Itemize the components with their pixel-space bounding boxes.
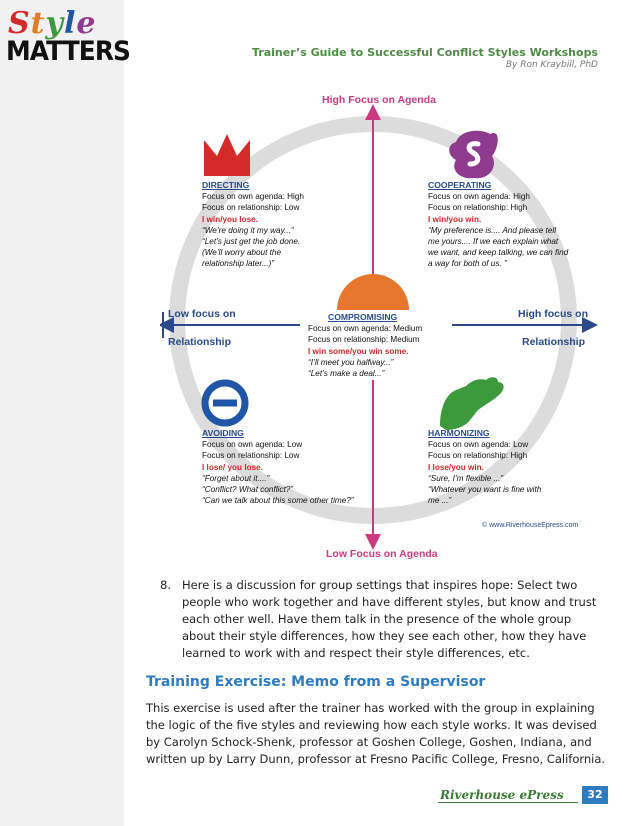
logo-matters-word: MATTERS bbox=[6, 36, 131, 67]
cooperating-agenda: Focus on own agenda: High bbox=[428, 192, 530, 202]
half-sun-icon bbox=[337, 274, 409, 310]
avoiding-relationship: Focus on relationship: Low bbox=[202, 451, 300, 461]
header-author: By Ron Kraybill, PhD bbox=[505, 60, 598, 70]
avoiding-box bbox=[202, 428, 354, 506]
right-axis-label-line2: Relationship bbox=[522, 336, 586, 348]
compromising-outcome: I win some/you win some. bbox=[308, 346, 409, 356]
avoiding-quote: “Forget about it....” bbox=[202, 473, 270, 483]
compromising-quote: “I’ll meet you halfway...” bbox=[308, 357, 394, 367]
directing-quote: “Let’s just get the job done. bbox=[202, 237, 301, 247]
cooperating-box bbox=[428, 180, 568, 270]
compromising-title: COMPROMISING bbox=[328, 312, 398, 322]
right-axis-label-line1: High focus on bbox=[518, 308, 588, 320]
harmonizing-quote: me ...” bbox=[428, 496, 452, 506]
compromising-box bbox=[308, 312, 422, 379]
directing-quote: “We’re doing it my way...” bbox=[202, 225, 294, 235]
cooperating-quote: “My preference is.... And please tell bbox=[428, 225, 557, 235]
page-number: 32 bbox=[582, 786, 608, 804]
harmonizing-quote: “Sure, I’m flexible ...” bbox=[428, 473, 504, 483]
directing-title: DIRECTING bbox=[202, 180, 250, 190]
harmonizing-quote: “Whatever you want is fine with bbox=[428, 485, 542, 495]
header-title: Trainer’s Guide to Successful Conflict Styles Workshops bbox=[251, 46, 598, 59]
directing-relationship: Focus on relationship: Low bbox=[202, 203, 300, 213]
cooperating-outcome: I win/you win. bbox=[428, 214, 482, 224]
directing-quote: (We’ll worry about the bbox=[202, 248, 282, 258]
diagram-copyright: © www.RiverhouseEpress.com bbox=[482, 522, 579, 529]
logo-style-word: Style bbox=[8, 6, 97, 41]
numbered-item-8 bbox=[160, 577, 600, 662]
hand-icon bbox=[440, 377, 504, 430]
footer-underline bbox=[438, 802, 578, 803]
harmonizing-outcome: I lose/you win. bbox=[428, 462, 484, 472]
section-heading: Training Exercise: Memo from a Supervisor bbox=[146, 674, 486, 690]
cooperating-quote: me yours.... If we each explain what bbox=[428, 237, 559, 247]
avoiding-agenda: Focus on own agenda: Low bbox=[202, 440, 303, 450]
left-axis-label-line1: Low focus on bbox=[168, 308, 236, 320]
harmonizing-box bbox=[428, 428, 541, 506]
cooperating-quote: we want, and keep talking, we can find bbox=[428, 248, 569, 258]
avoiding-quote: “Conflict? What conflict?” bbox=[202, 485, 294, 495]
cooperating-title: COOPERATING bbox=[428, 180, 492, 190]
avoiding-outcome: I lose/ you lose. bbox=[202, 462, 263, 472]
compromising-relationship: Focus on relationship: Medium bbox=[308, 335, 420, 345]
style-matters-logo bbox=[6, 6, 131, 76]
no-symbol-icon bbox=[205, 383, 245, 423]
harmonizing-agenda: Focus on own agenda: Low bbox=[428, 440, 529, 450]
compromising-quote: “Let’s make a deal...” bbox=[308, 369, 385, 379]
body-paragraph: This exercise is used after the trainer has worked with the group in explaining the logic of the five styles and reviewing how each style works. It was devised by Carolyn Schock-Shenk, professor at Goshen College, Goshen, Indiana, and written up by Larry Dunn, professor at Fresno Pacific College, Fresno, California. bbox=[146, 701, 606, 766]
bottom-axis-label: Low Focus on Agenda bbox=[326, 548, 438, 560]
directing-outcome: I win/you lose. bbox=[202, 214, 258, 224]
footer-brand-logo: Riverhouse ePress bbox=[440, 788, 564, 802]
conflict-styles-diagram bbox=[160, 90, 600, 568]
directing-quote: relationship later...)” bbox=[202, 259, 275, 269]
crown-icon bbox=[204, 134, 250, 176]
directing-box bbox=[202, 180, 304, 270]
item-number: 8. bbox=[160, 578, 171, 592]
left-axis-label-line2: Relationship bbox=[168, 336, 232, 348]
avoiding-quote: “Can we talk about this some other time?” bbox=[202, 496, 354, 506]
harmonizing-title: HARMONIZING bbox=[428, 428, 490, 438]
cooperating-quote: a way for both of us. ” bbox=[428, 259, 507, 269]
item-text: Here is a discussion for group settings that inspires hope: Select two people who work together and have different styles, but know and trust each other well. Have them talk in the presence of the whole group about their style differences, how they see each other, how they have learned to work with and respect their style differences, etc. bbox=[182, 578, 597, 660]
avoiding-title: AVOIDING bbox=[202, 428, 244, 438]
cooperating-relationship: Focus on relationship: High bbox=[428, 203, 528, 213]
left-margin-band bbox=[0, 0, 124, 826]
top-axis-label: High Focus on Agenda bbox=[322, 94, 436, 106]
compromising-agenda: Focus on own agenda: Medium bbox=[308, 324, 423, 334]
directing-agenda: Focus on own agenda: High bbox=[202, 192, 304, 202]
harmonizing-relationship: Focus on relationship: High bbox=[428, 451, 528, 461]
